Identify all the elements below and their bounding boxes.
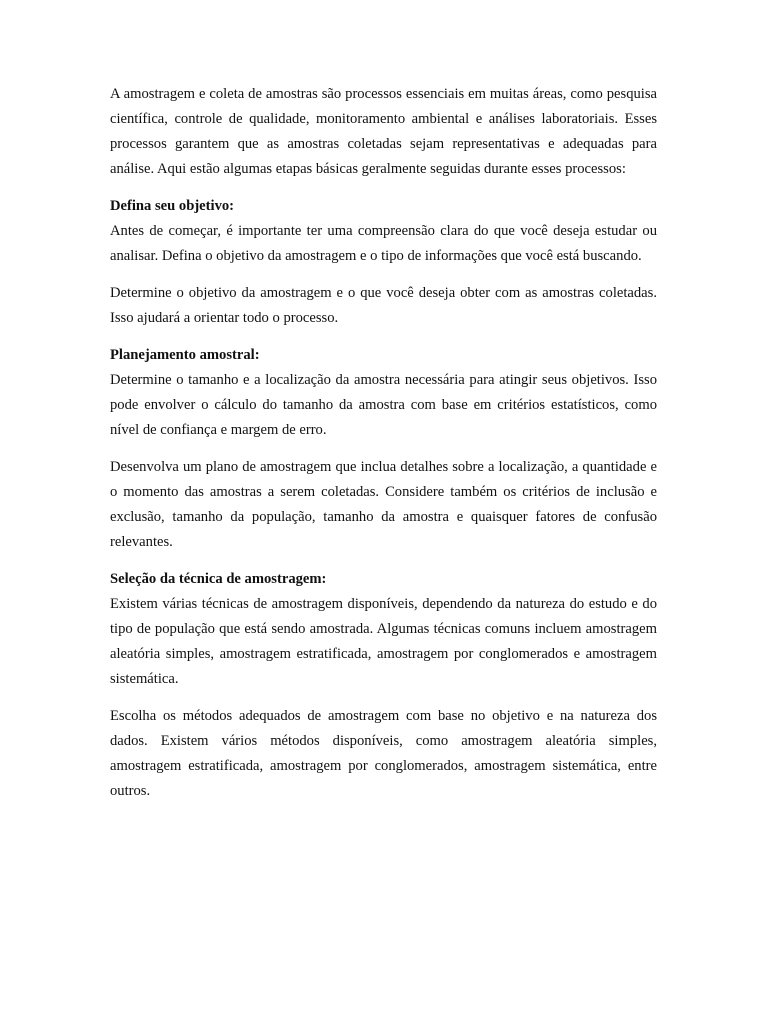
- section-sampling-technique: [110, 567, 657, 804]
- section-paragraph: Existem várias técnicas de amostragem disponíveis, dependendo da natureza do estudo e do tipo de população que está sendo amostrada. Algumas técnicas comuns incluem amostragem aleatória simples, amostragem estratificada, amostragem por conglomerados e amostragem sistemática.: [110, 596, 657, 687]
- section-paragraph: Antes de começar, é importante ter uma compreensão clara do que você deseja estudar ou analisar. Defina o objetivo da amostragem e o tipo de informações que você está buscando.: [110, 223, 657, 264]
- section-paragraph: Determine o objetivo da amostragem e o que você deseja obter com as amostras coletadas. Isso ajudará a orientar todo o processo.: [110, 285, 657, 326]
- section-heading: Defina seu objetivo:: [110, 198, 235, 214]
- intro-paragraph: A amostragem e coleta de amostras são processos essenciais em muitas áreas, como pesquisa científica, controle de qualidade, monitoramento ambiental e análises laboratoriais. Esses processos garantem que as amostras coletadas sejam representativas e adequadas para análise. Aqui estão algumas etapas básicas geralmente seguidas durante esses processos:: [110, 86, 657, 177]
- section-heading: Planejamento amostral:: [110, 347, 260, 363]
- document-page: [110, 82, 657, 816]
- section-paragraph: Determine o tamanho e a localização da amostra necessária para atingir seus objetivos. Isso pode envolver o cálculo do tamanho da amostra com base em critérios estatísticos, como nível de confiança e margem de erro.: [110, 372, 657, 438]
- section-paragraph: Escolha os métodos adequados de amostragem com base no objetivo e na natureza dos dados. Existem vários métodos disponíveis, como amostragem aleatória simples, amostragem estratificada, amostragem por conglomerados, amostragem sistemática, entre outros.: [110, 708, 657, 799]
- section-paragraph: Desenvolva um plano de amostragem que inclua detalhes sobre a localização, a quantidade e o momento das amostras a serem coletadas. Considere também os critérios de inclusão e exclusão, tamanho da população, tamanho da amostra e quaisquer fatores de confusão relevantes.: [110, 459, 657, 550]
- section-heading: Seleção da técnica de amostragem:: [110, 571, 327, 587]
- section-objective: [110, 194, 657, 331]
- section-sampling-plan: [110, 343, 657, 555]
